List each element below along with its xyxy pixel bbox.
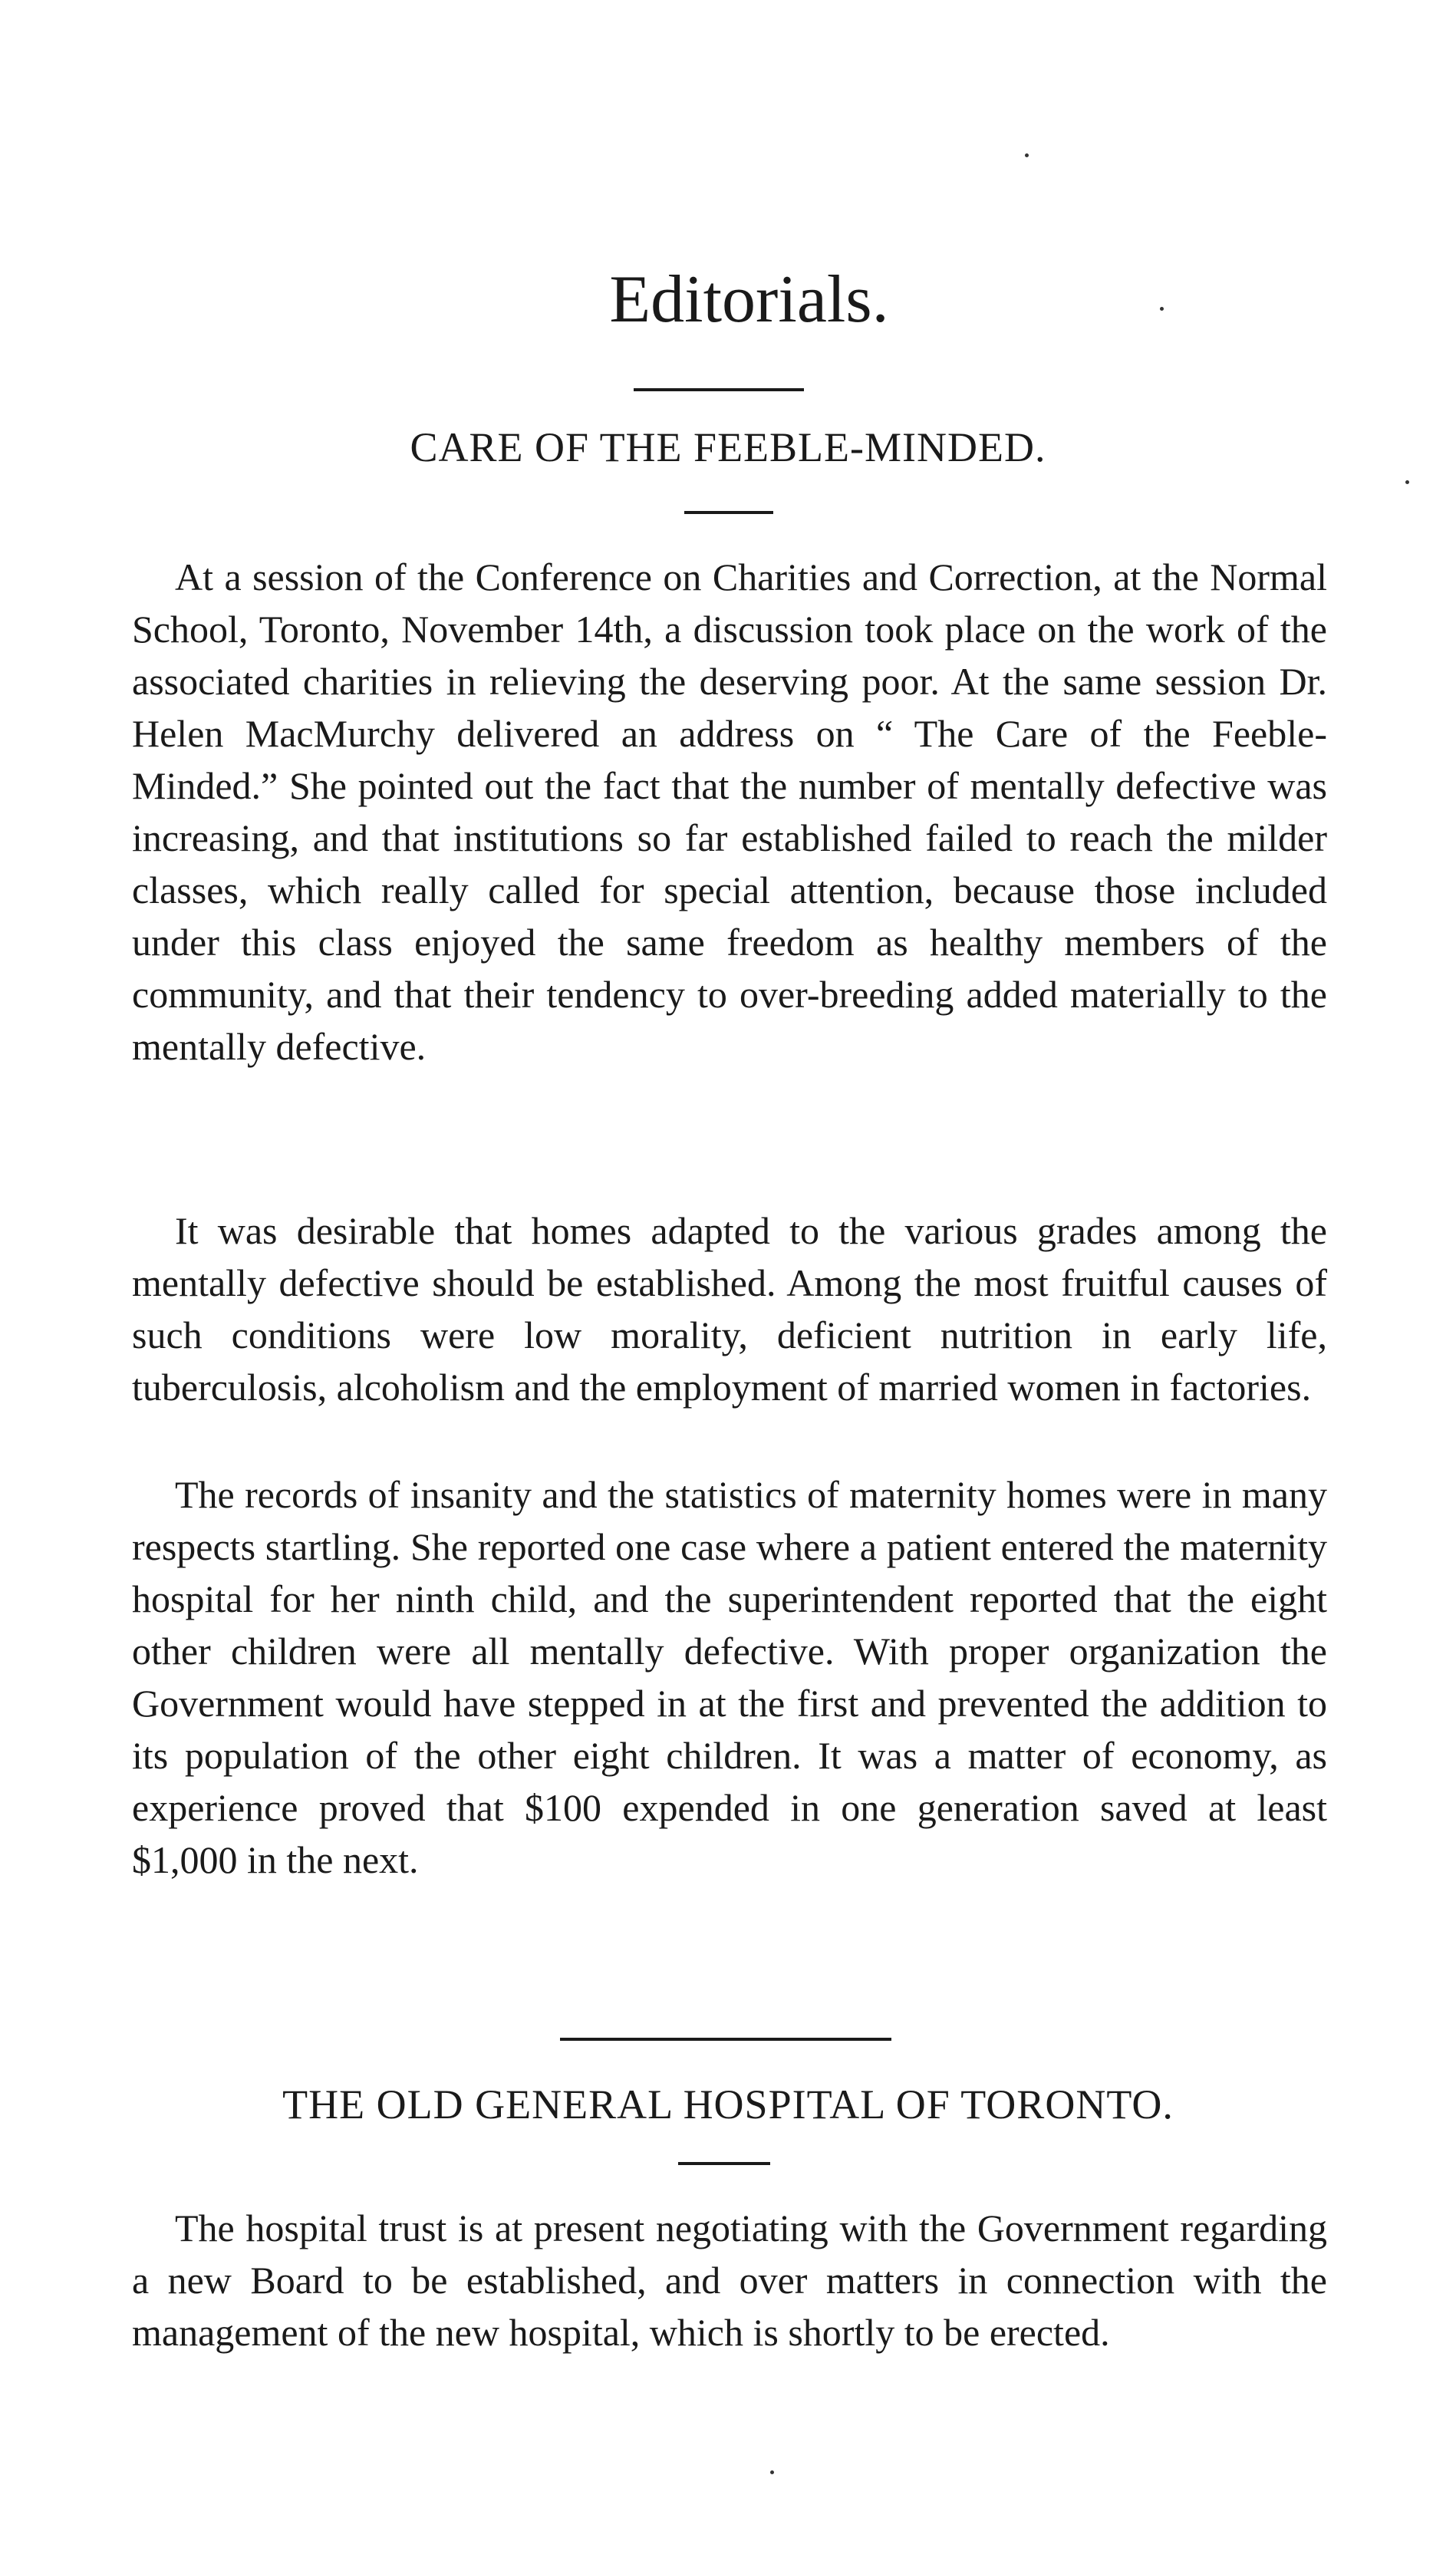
section-divider bbox=[560, 2038, 891, 2041]
section-heading-old-general-hospital: THE OLD GENERAL HOSPITAL OF TORONTO. bbox=[282, 2081, 1174, 2127]
print-speck bbox=[1025, 153, 1029, 157]
print-speck bbox=[1405, 480, 1409, 484]
print-speck bbox=[1160, 307, 1164, 311]
section-heading-feeble-minded: CARE OF THE FEEBLE-MINDED. bbox=[410, 424, 1046, 470]
paragraph: The hospital trust is at present negotiating with the Government regarding a new Board to be established, and over matters in connection with the management of the new hospital, which is shortly to be erected. bbox=[132, 2207, 1327, 2354]
page-title: Editorials. bbox=[609, 262, 889, 337]
paragraph: The records of insanity and the statistics of maternity homes were in many respects startling. She reported one case where a patient entered the maternity hospital for her ninth child, and the superintendent reported that the eight other children were all mentally defective. With proper organization the Government would have stepped in at the first and prevented the addition to its population of the other eight children. It was a matter of economy, as experience proved that $100 expended in one generation saved at least $1,000 in the next. bbox=[132, 1473, 1327, 1881]
section-divider bbox=[678, 2162, 770, 2165]
title-divider bbox=[634, 388, 804, 391]
paragraph: It was desirable that homes adapted to the various grades among the mentally defective should be established. Among the most fruitful causes of such conditions were low morality, deficient nutrition in early life, tuberculosis, alcoholism and the employment of married women in factories. bbox=[132, 1209, 1327, 1409]
section-divider bbox=[684, 511, 773, 514]
paragraph: At a session of the Conference on Charities and Correction, at the Normal School, Toronto, November 14th, a discussion took place on the work of the associated charities in relieving the deserving poor. At the same session Dr. Helen MacMurchy delivered an address on “ The Care of the Feeble-Minded.” She pointed out the fact that the number of mentally defective was increasing, and that institutions so far established failed to reach the milder classes, which really called for special attention, because those included under this class enjoyed the same freedom as healthy members of the community, and that their tendency to over-breeding added materially to the mentally defective. bbox=[132, 555, 1327, 1068]
print-speck bbox=[770, 2470, 774, 2474]
